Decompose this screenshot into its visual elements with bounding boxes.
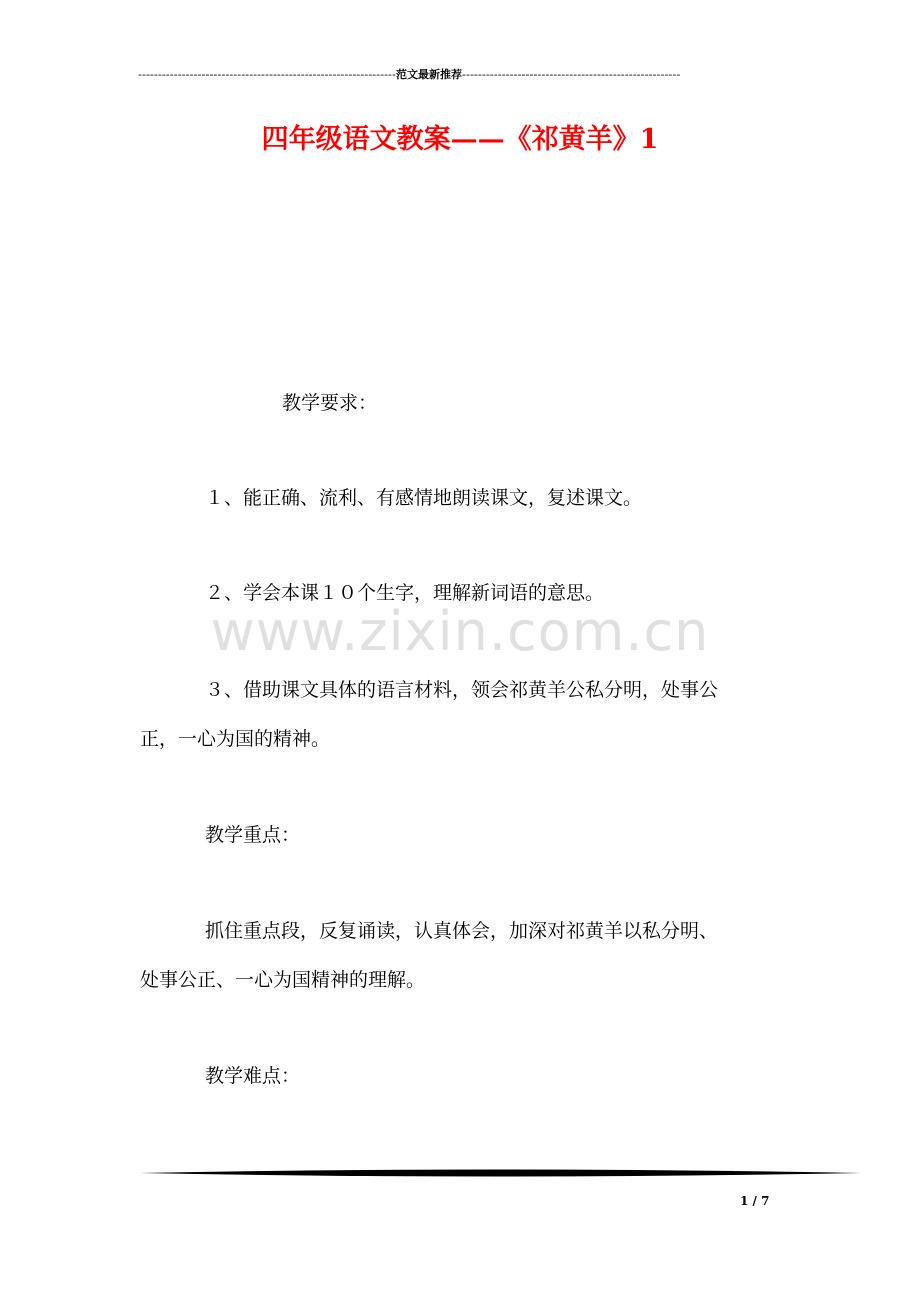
page-header bbox=[138, 68, 768, 82]
section-heading-key-points: 教学重点： bbox=[205, 824, 301, 846]
header-dashes-left: ----------------------------------------------------------------- bbox=[138, 68, 397, 81]
paragraph-requirement-1: １、能正确、流利、有感情地朗读课文，复述课文。 bbox=[205, 487, 643, 509]
document-title: 四年级语文教案——《祁黄羊》1 bbox=[261, 124, 659, 155]
paragraph-requirement-3-line2: 正，一心为国的精神。 bbox=[140, 728, 331, 750]
page-number: 1 / 7 bbox=[740, 1194, 770, 1208]
section-heading-requirements: 教学要求： bbox=[282, 392, 378, 414]
paragraph-key-points-line1: 抓住重点段，反复诵读，认真体会，加深对祁黄羊以私分明、 bbox=[205, 920, 719, 942]
header-dashes-right: ------------------------------------------------------- bbox=[462, 68, 681, 81]
header-text: 范文最新推荐 bbox=[396, 68, 463, 81]
paragraph-requirement-2: ２、学会本课１０个生字，理解新词语的意思。 bbox=[205, 582, 605, 604]
paragraph-key-points-line2: 处事公正、一心为国精神的理解。 bbox=[140, 969, 426, 991]
section-heading-difficulties: 教学难点： bbox=[205, 1065, 301, 1087]
paragraph-requirement-3-line1: ３、借助课文具体的语言材料，领会祁黄羊公私分明，处事公 bbox=[205, 679, 719, 701]
footer-rule bbox=[140, 1168, 862, 1178]
footer-rule-shape bbox=[140, 1170, 862, 1177]
watermark: www.zixin.com.cn bbox=[210, 600, 710, 663]
